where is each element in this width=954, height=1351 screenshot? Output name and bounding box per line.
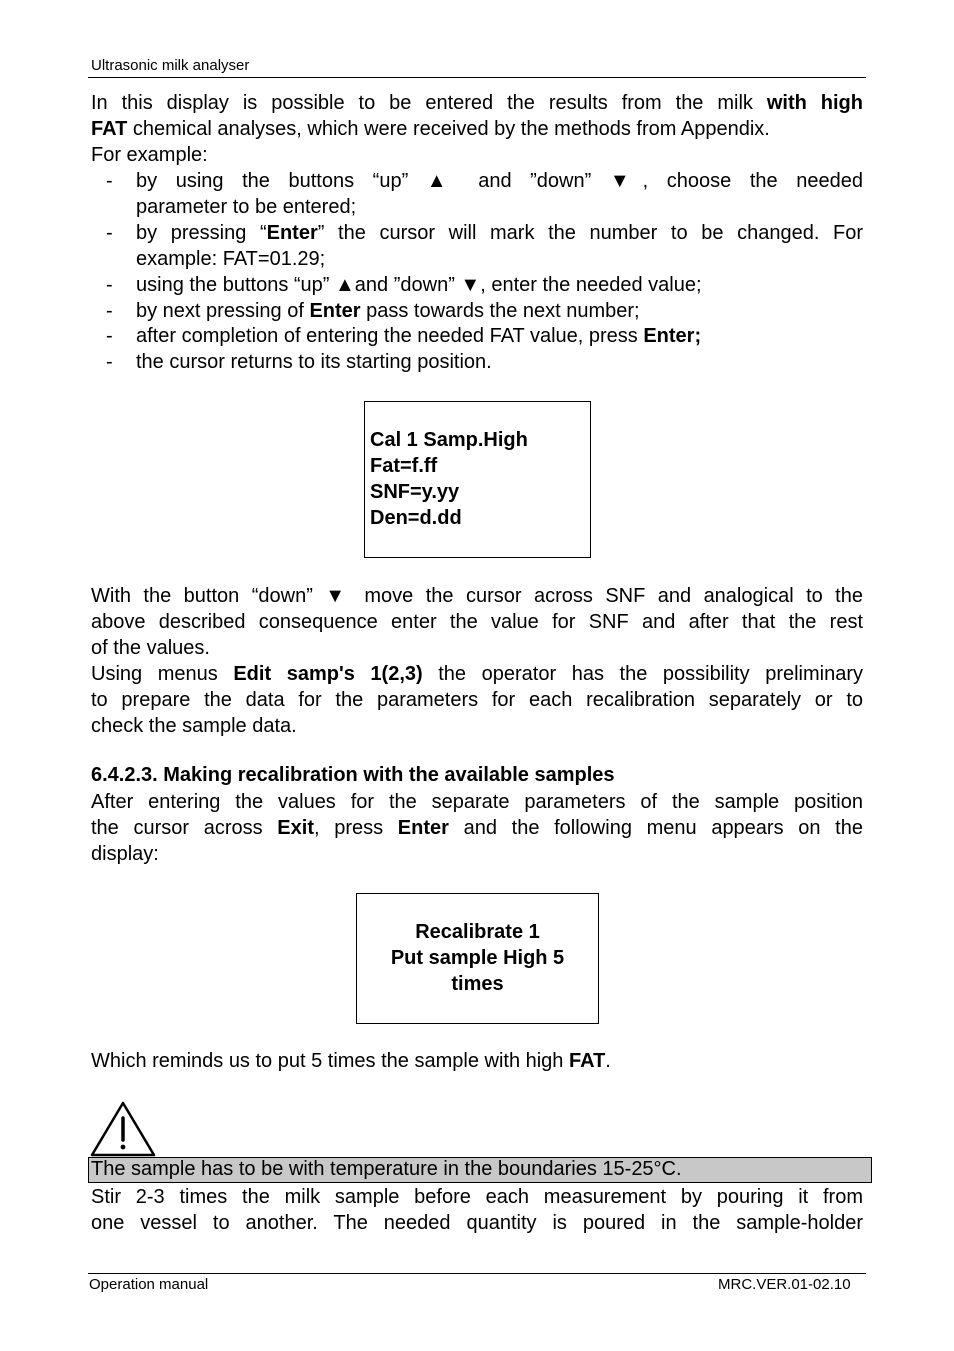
paragraph-text: Using menus <box>91 662 234 685</box>
paragraph-bold: Enter <box>397 816 449 839</box>
paragraph-line <box>91 1049 863 1075</box>
lcd-line: times <box>451 972 504 995</box>
paragraph-recalibration <box>91 790 863 868</box>
paragraph-text: and the following menu appears on the <box>448 816 863 839</box>
list-item <box>91 221 863 273</box>
footer-version: MRC.VER.01-02.10 <box>718 1276 851 1293</box>
intro-line-2 <box>91 117 863 143</box>
list-dash: - <box>106 273 113 296</box>
paragraph-stir <box>91 1185 863 1237</box>
list-dash: - <box>106 170 113 192</box>
paragraph-line: display: <box>91 842 159 865</box>
list-bold: Enter; <box>643 325 702 348</box>
paragraph-line: above described consequence enter the value for SNF and after that the rest <box>91 610 863 633</box>
lcd-line: SNF=y.yy <box>370 480 460 503</box>
steps-list <box>91 169 863 376</box>
list-dash: - <box>106 325 113 348</box>
paragraph-text: . <box>605 1050 611 1072</box>
list-dash: - <box>106 221 113 244</box>
list-text-part: ” the cursor will mark the number to be changed. For <box>317 221 863 244</box>
list-item <box>91 299 863 325</box>
list-bold: Enter <box>266 221 318 244</box>
list-text-part: after completion of entering the needed FAT value, press <box>136 325 644 348</box>
paragraph-line: Stir 2-3 times the milk sample before each measurement by pouring it from <box>91 1186 863 1208</box>
intro-bold-fat: FAT <box>91 117 128 140</box>
list-text: the cursor returns to its starting position. <box>136 351 492 374</box>
paragraph-bold: Edit samp's 1(2,3) <box>233 662 423 685</box>
lcd-line: Den=d.dd <box>370 506 462 529</box>
list-item <box>91 169 863 221</box>
intro-line-1 <box>91 91 863 117</box>
lcd-line: Fat=f.ff <box>370 454 438 477</box>
intro-line-3: For example: <box>91 143 208 166</box>
paragraph-text: the operator has the possibility preliminary <box>422 662 864 685</box>
intro-text: In this display is possible to be entered the results from the milk <box>91 92 767 114</box>
lcd-display-calibration <box>364 401 591 558</box>
section-heading: 6.4.2.3. Making recalibration with the available samples <box>91 764 615 786</box>
footer-divider <box>88 1273 866 1274</box>
list-text-part: by next pressing of <box>136 299 310 322</box>
warning-triangle-icon <box>90 1101 156 1157</box>
lcd-line: Put sample High 5 <box>390 946 565 969</box>
paragraph-line: to prepare the data for the parameters for each recalibration separately or to <box>91 688 863 711</box>
list-text-part: pass towards the next number; <box>360 299 640 322</box>
list-text: parameter to be entered; <box>136 195 357 218</box>
list-dash: - <box>106 299 113 322</box>
intro-text: chemical analyses, which were received by the methods from Appendix. <box>127 117 770 140</box>
intro-bold: with high <box>766 92 863 114</box>
paragraph-bold: FAT <box>569 1050 606 1072</box>
paragraph-line: After entering the values for the separate parameters of the sample position <box>91 791 863 813</box>
list-text: using the buttons “up” ▲and ”down” ▼, enter the needed value; <box>136 273 702 296</box>
header-divider <box>88 77 866 78</box>
list-text: by using the buttons “up” ▲ and ”down” ▼, choose the needed <box>136 170 863 192</box>
lcd-display-recalibrate <box>356 893 599 1024</box>
paragraph-line <box>91 662 863 688</box>
paragraph-line <box>91 816 863 842</box>
list-text <box>136 299 863 325</box>
paragraph-bold: Exit <box>277 816 314 839</box>
page-header-title: Ultrasonic milk analyser <box>91 57 250 74</box>
list-text <box>136 324 863 350</box>
paragraph-line: one vessel to another. The needed quantity is poured in the sample-holder <box>91 1211 863 1234</box>
paragraph-cursor <box>91 584 863 739</box>
list-item <box>91 273 863 299</box>
paragraph-line: With the button “down” ▼ move the cursor across SNF and analogical to the <box>91 585 863 607</box>
intro-paragraph <box>91 91 863 169</box>
list-item <box>91 350 863 376</box>
lcd-line: Cal 1 Samp.High <box>370 429 528 451</box>
lcd-line: Recalibrate 1 <box>415 921 540 943</box>
paragraph-line: of the values. <box>91 636 210 659</box>
list-bold: Enter <box>309 299 361 322</box>
list-text-part: by pressing “ <box>136 221 267 244</box>
paragraph-text: , press <box>313 816 398 839</box>
list-text <box>136 221 863 247</box>
list-item <box>91 324 863 350</box>
footer-title: Operation manual <box>89 1276 209 1293</box>
paragraph-text: Which reminds us to put 5 times the sample with high <box>91 1050 569 1072</box>
paragraph-text: the cursor across <box>91 816 278 839</box>
list-dash: - <box>106 351 113 374</box>
warning-text: The sample has to be with temperature in the boundaries 15-25°C. <box>91 1158 682 1180</box>
list-text: example: FAT=01.29; <box>136 247 326 270</box>
paragraph-line: check the sample data. <box>91 714 297 737</box>
reminder-paragraph <box>91 1049 863 1075</box>
